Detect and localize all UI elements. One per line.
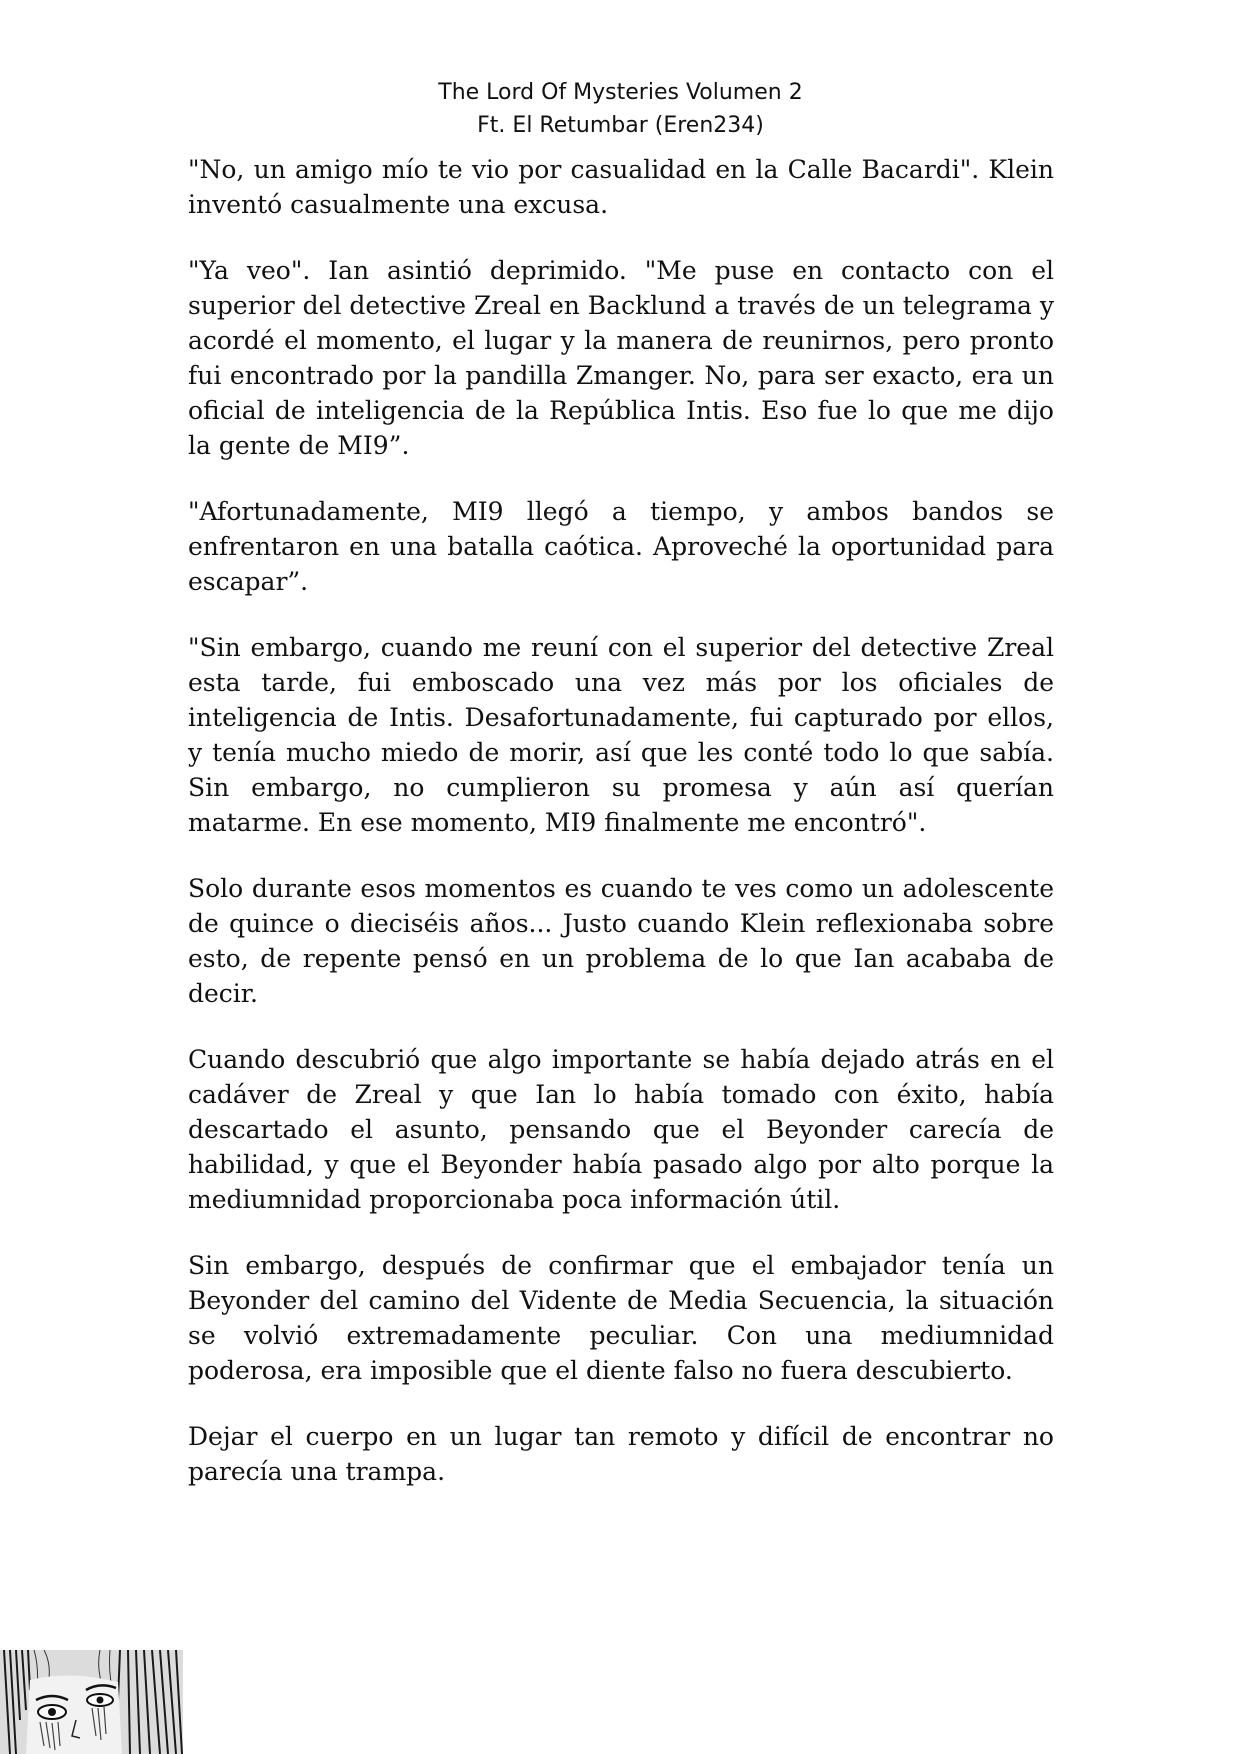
paragraph: "No, un amigo mío te vio por casualidad en la Calle Bacardi". Klein inventó casualmente una excusa. [188,155,1054,219]
manga-character-portrait-icon [0,1650,183,1754]
paragraph: Solo durante esos momentos es cuando te ves como un adolescente de quince o dieciséis años... Justo cuando Klein reflexionaba sobre esto, de repente pensó en un problema de lo que Ian acababa de decir. [188,874,1054,1008]
header-title: The Lord Of Mysteries Volumen 2 [438,80,803,105]
page-header [0,76,1241,142]
paragraph: Cuando descubrió que algo importante se había dejado atrás en el cadáver de Zreal y que Ian lo había tomado con éxito, había descartado el asunto, pensando que el Beyonder carecía de habilidad, y que el Beyonder había pasado algo por alto porque la mediumnidad proporcionaba poca información útil. [188,1045,1054,1214]
paragraph: Dejar el cuerpo en un lugar tan remoto y difícil de encontrar no parecía una trampa. [188,1422,1054,1486]
paragraph: "Afortunadamente, MI9 llegó a tiempo, y ambos bandos se enfrentaron en una batalla caótica. Aproveché la oportunidad para escapar”. [188,497,1054,596]
document-body [188,152,1054,1520]
paragraph: "Ya veo". Ian asintió deprimido. "Me puse en contacto con el superior del detective Zreal en Backlund a través de un telegrama y acordé el momento, el lugar y la manera de reunirnos, pero pronto fui encontrado por la pandilla Zmanger. No, para ser exacto, era un oficial de inteligencia de la República Intis. Eso fue lo que me dijo la gente de MI9”. [188,256,1054,460]
paragraph: "Sin embargo, cuando me reuní con el superior del detective Zreal esta tarde, fui emboscado una vez más por los oficiales de inteligencia de Intis. Desafortunadamente, fui capturado por ellos, y tenía mucho miedo de morir, así que les conté todo lo que sabía. Sin embargo, no cumplieron su promesa y aún así querían matarme. En ese momento, MI9 finalmente me encontró". [188,633,1054,837]
paragraph: Sin embargo, después de confirmar que el embajador tenía un Beyonder del camino del Vidente de Media Secuencia, la situación se volvió extremadamente peculiar. Con una mediumnidad poderosa, era imposible que el diente falso no fuera descubierto. [188,1251,1054,1385]
header-credit: Ft. El Retumbar (Eren234) [477,113,764,138]
